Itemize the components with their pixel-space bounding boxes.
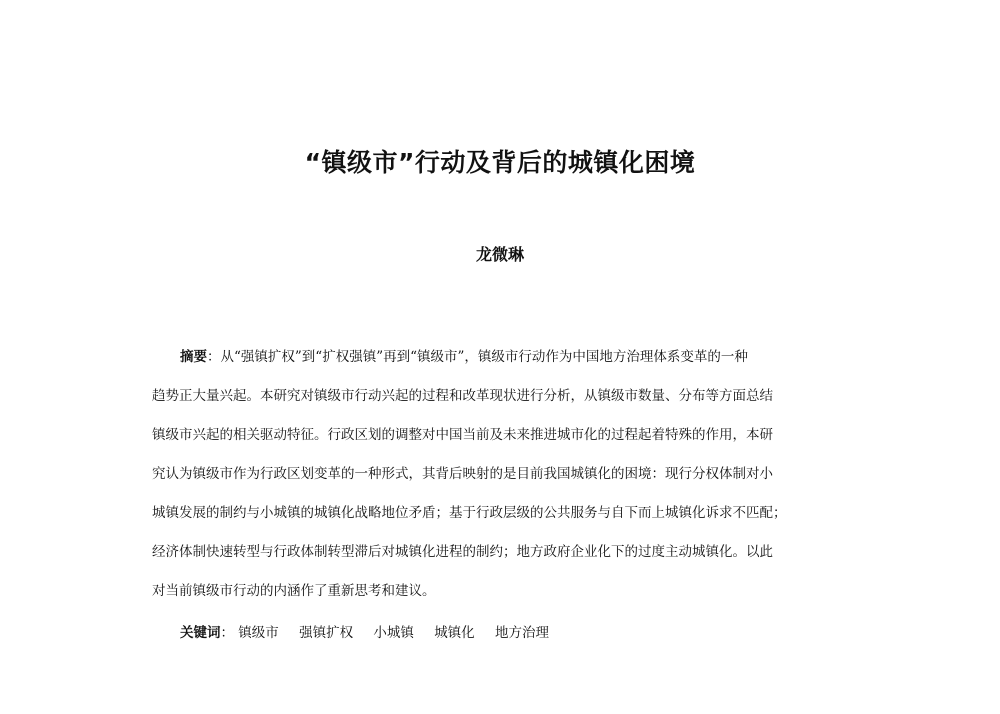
abstract-line: 对当前镇级市行动的内涵作了重新思考和建议。 bbox=[152, 583, 436, 599]
abstract-separator: ： bbox=[207, 349, 221, 365]
paper-title: “镇级市”行动及背后的城镇化困境 bbox=[304, 148, 696, 177]
keywords-section bbox=[180, 618, 565, 648]
abstract-line: 趋势正大量兴起。本研究对镇级市行动兴起的过程和改革现状进行分析，从镇级市数量、分布等方面总结 bbox=[152, 388, 773, 404]
keyword-item: 镇级市 bbox=[238, 625, 279, 641]
keywords-separator: ： bbox=[220, 625, 234, 641]
keyword-item: 小城镇 bbox=[373, 625, 414, 641]
abstract-label: 摘要 bbox=[180, 349, 207, 365]
abstract-text: 从“强镇扩权”到“扩权强镇”再到“镇级市”，镇级市行动作为中国地方治理体系变革的一种 bbox=[220, 349, 748, 365]
author-name: 龙微琳 bbox=[475, 245, 524, 264]
abstract-line: 经济体制快速转型与行政体制转型滞后对城镇化进程的制约；地方政府企业化下的过度主动城镇化。以此 bbox=[152, 544, 773, 560]
keyword-item: 强镇扩权 bbox=[299, 625, 354, 641]
abstract-line: 究认为镇级市作为行政区划变革的一种形式，其背后映射的是目前我国城镇化的困境：现行分权体制对小 bbox=[152, 466, 773, 482]
abstract-line: 城镇发展的制约与小城镇的城镇化战略地位矛盾；基于行政层级的公共服务与自下而上城镇化诉求不匹配； bbox=[152, 505, 787, 521]
keywords-label: 关键词 bbox=[180, 625, 221, 641]
abstract-line bbox=[152, 338, 852, 377]
keyword-item: 城镇化 bbox=[434, 625, 475, 641]
keyword-item: 地方治理 bbox=[494, 625, 549, 641]
abstract-section bbox=[152, 338, 852, 611]
abstract-line: 镇级市兴起的相关驱动特征。行政区划的调整对中国当前及未来推进城市化的过程起着特殊的作用，本研 bbox=[152, 427, 773, 443]
